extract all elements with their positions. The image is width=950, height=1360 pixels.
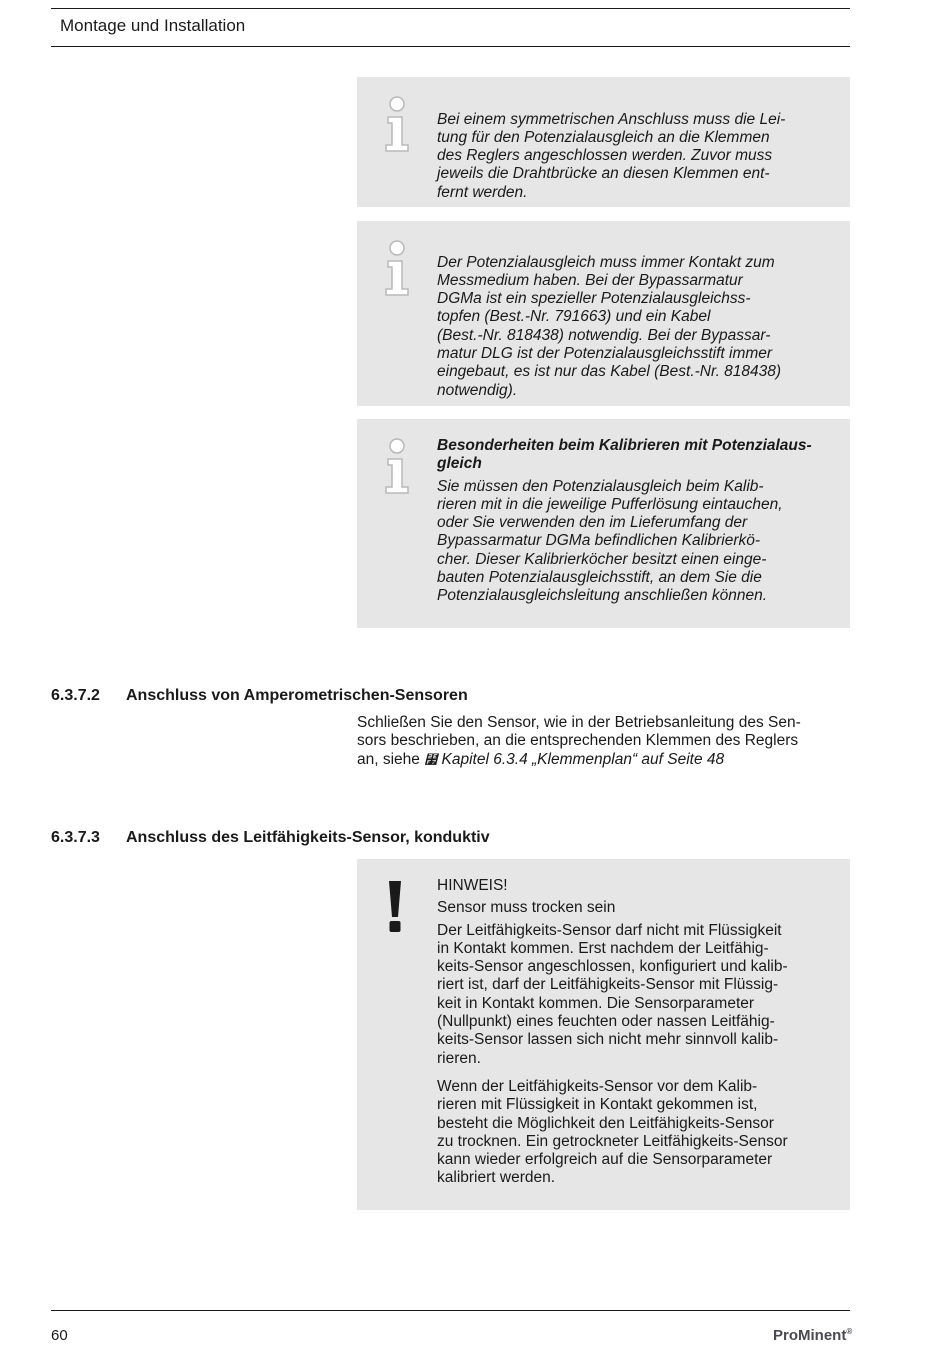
info-box-potential-equalization <box>357 221 850 406</box>
notice-paragraph: Der Leitfähigkeits-Sensor darf nicht mit Flüssigkeit in Kontakt kommen. Erst nachdem der Leitfähig- keits-Sensor angeschlossen, konfiguriert und kalib- riert ist, darf der Leitfähigkeits-Sensor mit Flüssig- keit in Kontakt kommen. Die Sensorparameter (Nullpunkt) eines feuchten oder nassen Leitfähig- keits-Sensor lassen sich nicht mehr sinnvoll kalib- rieren. <box>437 921 788 1067</box>
section-title: Anschluss von Amperometrischen-Sensoren <box>126 687 468 704</box>
cross-reference-arrow-icon: ⻷ <box>424 751 438 767</box>
info-content <box>437 437 814 606</box>
info-box-symmetric <box>357 77 850 207</box>
info-icon <box>379 95 415 155</box>
header-rule-top <box>51 8 850 9</box>
info-text: Der Potenzialausgleich muss immer Kontakt zum Messmedium haben. Bei der Bypassarmatur DGMa ist ein spezieller Potenzialausgleichss- topfen (Best.-Nr. 791663) und ein Kabel (Best.-Nr. 818438) notwendig. Bei der Bypassar- matur DLG ist der Potenzialausgleichsstift immer eingebaut, es ist nur das Kabel (Best.-Nr. 818438) notwendig). <box>437 253 782 399</box>
page-header-title: Montage und Installation <box>60 16 246 35</box>
brand-mark: ® <box>846 1327 853 1336</box>
info-text: Bei einem symmetrischen Anschluss muss die Lei- tung für den Potenzialausgleich an die Klemmen des Reglers angeschlossen werden. Zuvor muss jeweils die Drahtbrücke an diesen Klemmen ent- fernt werden. <box>437 110 786 201</box>
info-box-calibration <box>357 419 850 628</box>
footer-rule <box>51 1310 850 1311</box>
brand-name: ProMinent <box>773 1327 847 1344</box>
section-number: 6.3.7.3 <box>51 829 100 846</box>
info-text: Sie müssen den Potenzialausgleich beim Kalib- rieren mit in die jeweilige Pufferlösung eintauchen, oder Sie verwenden den im Lieferumfang der Bypassarmatur DGMa befindlichen Kalibrierkö- cher. Dieser Kalibrierköcher besitzt einen einge- bauten Potenzialausgleichsstift, an dem Sie die Potenzialausgleichsleitung anschließen können. <box>437 477 783 605</box>
section-body <box>357 714 837 769</box>
notice-label: HINWEIS! <box>437 877 508 894</box>
header-rule-bottom <box>51 46 850 47</box>
info-title: Besonderheiten beim Kalibrieren mit Potenzialaus- gleich <box>437 437 812 473</box>
notice-content <box>437 877 814 1188</box>
brand-logo <box>773 1327 852 1344</box>
notice-paragraph: Wenn der Leitfähigkeits-Sensor vor dem Kalib- rieren mit Flüssigkeit in Kontakt gekommen ist, besteht die Möglichkeit den Leitfähigkeits-Sensor zu trocknen. Ein getrockneter Leitfähigkeits-Sensor kann wieder erfolgreich auf die Sensorparameter kalibriert werden. <box>437 1077 788 1187</box>
notice-box <box>357 859 850 1210</box>
page-number: 60 <box>51 1327 68 1344</box>
section-title: Anschluss des Leitfähigkeits-Sensor, konduktiv <box>126 829 490 846</box>
cross-reference-link[interactable]: Kapitel 6.3.4 „Klemmenplan“ auf Seite 48 <box>441 750 725 768</box>
exclamation-icon <box>383 877 407 937</box>
section-body-text: Schließen Sie den Sensor, wie in der Betriebsanleitung des Sen- sors beschrieben, an die entsprechenden Klemmen des Reglers an, siehe <box>357 714 801 768</box>
info-icon <box>379 437 415 497</box>
notice-heading: Sensor muss trocken sein <box>437 899 616 917</box>
info-icon <box>379 239 415 299</box>
section-number: 6.3.7.2 <box>51 687 100 704</box>
